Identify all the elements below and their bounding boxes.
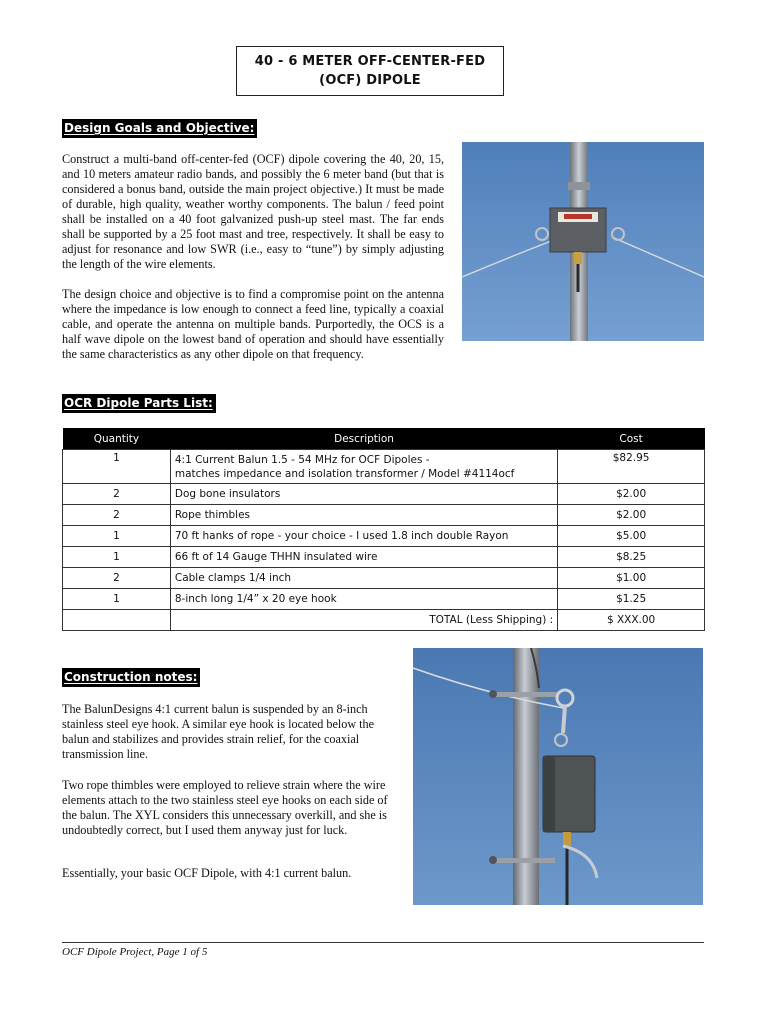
table-row (63, 526, 705, 547)
col-cost: Cost (558, 428, 705, 450)
row-quantity: 2 (63, 568, 171, 589)
row-quantity: 2 (63, 484, 171, 505)
parts-table-header (63, 428, 705, 450)
row-description: 66 ft of 14 Gauge THHN insulated wire (170, 547, 557, 568)
row-quantity: 1 (63, 547, 171, 568)
title-line-2: (OCF) DIPOLE (319, 73, 421, 88)
row-description-line-2: matches impedance and isolation transformer / Model #4114ocf (174, 467, 515, 480)
construction-notes-heading: Construction notes: (62, 668, 200, 687)
row-cost: $5.00 (558, 526, 705, 547)
row-cost: $2.00 (558, 484, 705, 505)
design-goals-heading: Design Goals and Objective: (62, 119, 257, 138)
balun-mast-photo-1 (462, 142, 704, 341)
table-row (63, 589, 705, 610)
row-description: 70 ft hanks of rope - your choice - I used 1.8 inch double Rayon (170, 526, 557, 547)
table-row (63, 484, 705, 505)
row-quantity: 2 (63, 505, 171, 526)
row-description: Rope thimbles (170, 505, 557, 526)
parts-table (62, 428, 705, 631)
footer-divider (62, 942, 704, 943)
row-cost: $1.00 (558, 568, 705, 589)
row-quantity: 1 (63, 526, 171, 547)
design-goals-paragraph-2: The design choice and objective is to find a compromise point on the antenna where the impedance is low enough to connect a feed line, typically a coaxial cable, and operate the antenna on multiple bands. Purportedly, the OCS is a half wave dipole on the lowest band of operation and should have essentially the same characteristics as any other dipole on that frequency. (62, 287, 444, 361)
table-row (63, 547, 705, 568)
row-cost: $8.25 (558, 547, 705, 568)
title-line-1: 40 - 6 METER OFF-CENTER-FED (254, 54, 486, 69)
total-empty-cell (63, 610, 171, 631)
document-title (236, 46, 504, 96)
table-row (63, 505, 705, 526)
row-quantity: 1 (63, 589, 171, 610)
row-cost: $1.25 (558, 589, 705, 610)
row-description-line-1: 4:1 Current Balun 1.5 - 54 MHz for OCF Dipoles - (174, 453, 430, 466)
row-description: Dog bone insulators (170, 484, 557, 505)
balun-mast-photo-2 (413, 648, 703, 905)
construction-paragraph-2: Two rope thimbles were employed to relieve strain where the wire elements attach to the two stainless steel eye hooks on each side of the balun. The XYL considers this unnecessary overkill, and she is undoubtedly correct, but I used them anyway just for luck. (62, 778, 388, 837)
table-row (63, 568, 705, 589)
row-description (170, 450, 557, 484)
page-footer: OCF Dipole Project, Page 1 of 5 (62, 946, 208, 958)
row-description: Cable clamps 1/4 inch (170, 568, 557, 589)
parts-list-heading: OCR Dipole Parts List: (62, 394, 216, 413)
total-row (63, 610, 705, 631)
row-cost: $2.00 (558, 505, 705, 526)
table-row (63, 450, 705, 484)
parts-table-wrapper (62, 428, 705, 631)
row-cost: $82.95 (558, 450, 705, 484)
col-quantity: Quantity (63, 428, 171, 450)
total-label: TOTAL (Less Shipping) : (170, 610, 557, 631)
row-quantity: 1 (63, 450, 171, 484)
row-description: 8-inch long 1/4” x 20 eye hook (170, 589, 557, 610)
total-value: $ XXX.00 (558, 610, 705, 631)
construction-paragraph-3: Essentially, your basic OCF Dipole, with 4:1 current balun. (62, 866, 352, 880)
col-description: Description (170, 428, 557, 450)
construction-paragraph-1: The BalunDesigns 4:1 current balun is suspended by an 8-inch stainless steel eye hook. A similar eye hook is located below the balun and stabilizes and provides strain relief, for the coaxial transmission line. (62, 702, 375, 761)
design-goals-paragraph-1: Construct a multi-band off-center-fed (OCF) dipole covering the 40, 20, 15, and 10 meters amateur radio bands, and possibly the 6 meter band (but that is considered a bonus band, outside the main project objective.) It must be made of durable, high quality, weather worthy components. The balun / feed point shall be installed on a 40 foot galvanized push-up steel mast. The far ends shall be supported by a 25 foot mast and tree, respectively. It shall be easy to adjust for resonance and low SWR (i.e., easy to “tune”) by simply adjusting the length of the wire elements. (62, 152, 444, 271)
